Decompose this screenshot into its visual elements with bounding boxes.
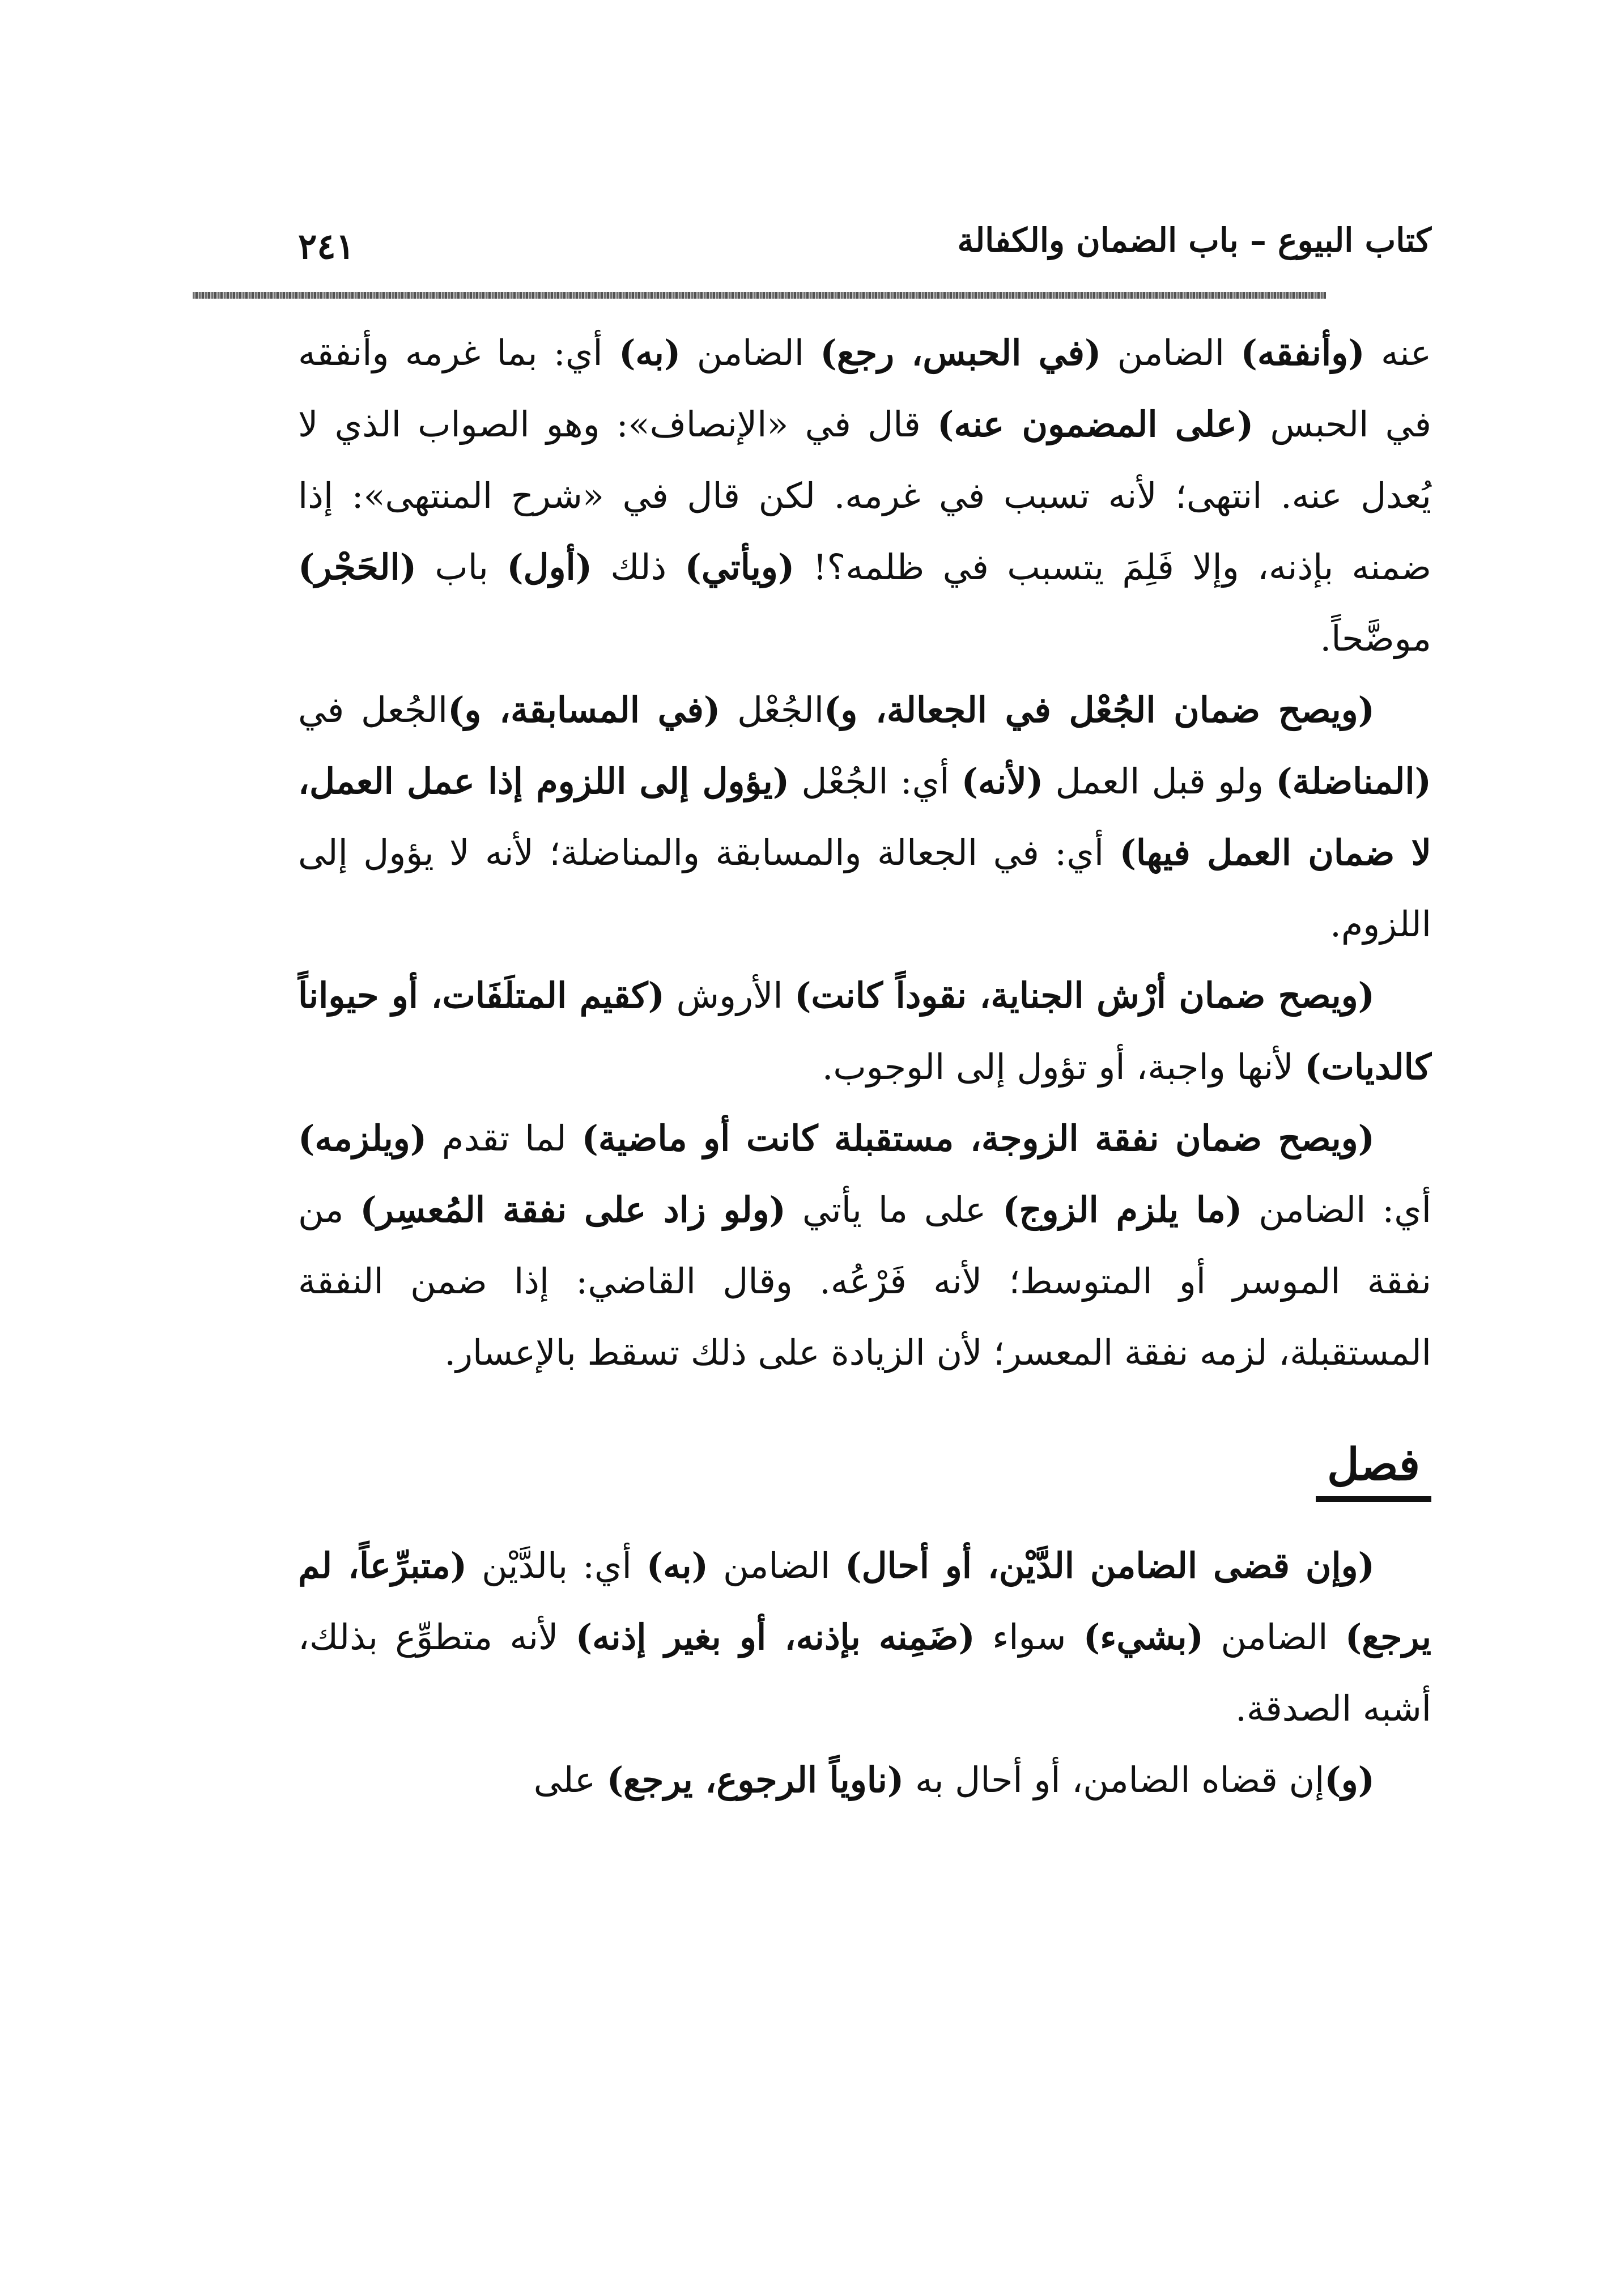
page-header bbox=[298, 215, 1431, 283]
section-heading bbox=[298, 1422, 1431, 1508]
header-divider bbox=[193, 292, 1326, 299]
paragraph-5: (وإن قضى الضامن الدَّيْن، أو أحال) الضامن (به) أي: بالدَّيْن (متبرِّعاً، لم يرجع) الضامن (بشيء) سواء (ضَمِنه بإذنه، أو بغير إذنه) لأنه متطوِّع بذلك، أشبه الصدقة. bbox=[298, 1545, 1431, 1729]
section-heading-text: فصل bbox=[1316, 1434, 1431, 1502]
page-number: ٢٤١ bbox=[298, 226, 355, 267]
paragraph-4: (ويصح ضمان نفقة الزوجة، مستقبلة كانت أو ماضية) لما تقدم (ويلزمه) أي: الضامن (ما يلزم الزوج) على ما يأتي (ولو زاد على نفقة المُعسِر) من نفقة الموسر أو المتوسط؛ لأنه فَرْعُه. وقال القاضي: إذا ضمن النفقة المستقبلة، لزمه نفقة المعسر؛ لأن الزيادة على ذلك تسقط بالإعسار. bbox=[298, 1118, 1431, 1373]
paragraph-2: (ويصح ضمان الجُعْل في الجعالة، و)الجُعْل (في المسابقة، و)الجُعل في (المناضلة) ولو قبل العمل (لأنه) أي: الجُعْل (يؤول إلى اللزوم إذا عمل العمل، لا ضمان العمل فيها) أي: في الجعالة والمسابقة والمناضلة؛ لأنه لا يؤول إلى اللزوم. bbox=[298, 689, 1431, 945]
paragraph-3: (ويصح ضمان أرْش الجناية، نقوداً كانت) الأروش (كقيم المتلَفَات، أو حيواناً كالديات) لأنها واجبة، أو تؤول إلى الوجوب. bbox=[298, 975, 1431, 1088]
main-text bbox=[298, 317, 1431, 1816]
paragraph-6: (و)إن قضاه الضامن، أو أحال به (ناوياً الرجوع، يرجع) على bbox=[533, 1759, 1375, 1801]
paragraph-1: عنه (وأنفقه) الضامن (في الحبس، رجع) الضامن (به) أي: بما غرمه وأنفقه في الحبس (على المضمون عنه) قال في «الإنصاف»: وهو الصواب الذي لا يُعدل عنه. انتهى؛ لأنه تسبب في غرمه. لكن قال في «شرح المنتهى»: إذا ضمنه بإذنه، وإلا فَلِمَ يتسبب في ظلمه؟! (ويأتي) ذلك (أول) باب (الحَجْر) موضَّحاً. bbox=[298, 332, 1431, 659]
running-title: كتاب البيوع – باب الضمان والكفالة bbox=[957, 221, 1431, 260]
